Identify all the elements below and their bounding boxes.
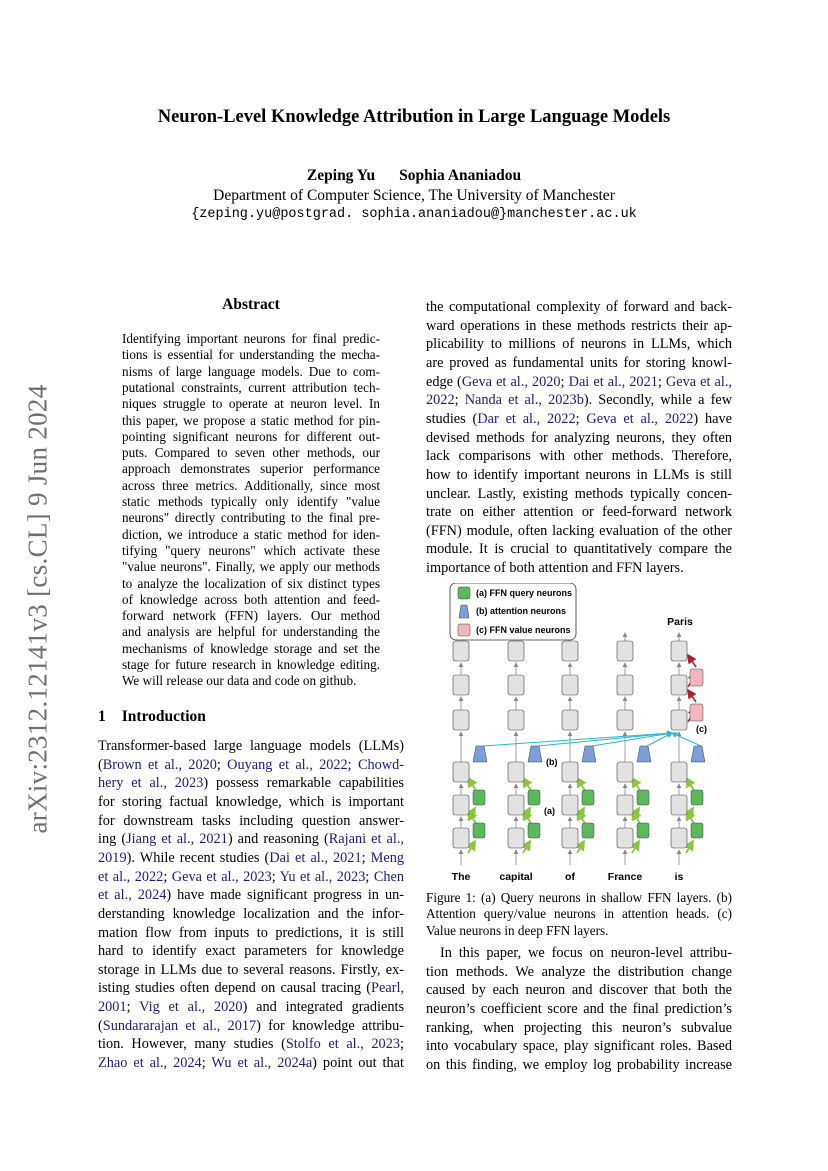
hidden-state-box [453,710,469,730]
text-line [426,963,732,982]
text-span: hard to identify exact parameters for knowledge [98,943,404,960]
text-line [426,391,732,410]
text-span: ( [98,756,103,773]
abstract-line: pointing significant neurons for different out- [122,428,380,444]
text-span: ; [400,1036,404,1053]
section-title: Introduction [121,708,206,725]
text-span: In this paper, we focus on neuron-level attribu- [440,945,732,961]
hidden-state-box [508,641,524,661]
ffn-query-neuron [637,823,649,838]
hidden-state-box [453,641,469,661]
text-span: ing ( [98,831,127,848]
text-line [98,774,404,793]
caption-line: Value neurons in deep FFN layers. [426,922,609,938]
text-line [440,944,732,963]
input-token: The [451,871,471,883]
abstract-line: to analyze the localization of six distinct types [122,575,380,591]
input-token: capital [499,871,533,883]
figure-1 [426,583,732,888]
text-line [98,812,404,831]
attention-neuron [473,746,487,762]
ffn-query-neuron [528,823,540,838]
hidden-state-box [671,828,687,848]
citation-link[interactable]: Vig et al., 2020 [139,999,243,1016]
text-line [426,559,732,578]
abstract-line: static methods typically only identify "value [122,494,380,509]
text-line [98,905,404,924]
text-line [98,979,404,998]
text-span: derstanding knowledge localization and the infor- [98,905,404,922]
citation-link[interactable]: Pearl, [371,980,404,997]
citation-link[interactable]: et al., 2024 [98,887,167,904]
text-line [426,447,732,466]
hidden-state-box [671,762,687,782]
text-span: are proved as fundamental units for storing knowl- [426,354,732,371]
hidden-state-box [671,641,687,661]
text-span: ). While recent studies ( [126,849,270,866]
author-name: Sophia Ananiadou [399,167,522,184]
text-span: how to identify important neurons in LLMs is still [426,466,732,483]
text-line [426,485,732,504]
abstract-line: approach demonstrates superior performance [122,461,380,477]
hidden-state-box [562,795,578,815]
text-span: unclear. Lastly, existing methods typically concen- [426,485,732,502]
abstract-line: stage for future research in knowledge editing. [122,657,380,672]
text-span: module. It is crucial to quantitatively compare the [426,541,732,558]
text-span: the computational complexity of forward and back- [426,299,732,315]
text-span: on this finding, we employ log probability increase [426,1056,732,1073]
abstract-line: niques struggle to operate at neuron level. In [122,396,380,412]
legend-label: (b) attention neurons [476,606,566,616]
text-span: ; [365,868,374,885]
hidden-state-box [617,795,633,815]
text-span: ; [126,999,140,1016]
text-span: mation flow from inputs to predictions, it is still [98,924,404,941]
text-span: ) have made significant progress in un- [166,887,405,904]
hidden-state-box [453,795,469,815]
text-line [426,429,732,448]
text-span: tion. However, many studies ( [98,1036,286,1053]
input-token: France [607,871,643,883]
text-span: ; [361,849,371,866]
attention-neuron [528,746,542,762]
text-line [98,961,404,980]
text-span: studies ( [426,410,478,427]
text-span: plicability to millions of neurons in LLMs, which [426,336,732,353]
text-line [426,1000,732,1019]
text-span: ; [347,756,358,773]
text-span: ; [560,373,569,390]
citation-link[interactable]: et al., 2022 [98,868,164,885]
ffn-query-neuron [637,790,649,805]
ffn-query-neuron [582,823,594,838]
text-line [98,868,404,887]
text-line [426,1037,732,1056]
text-line [426,354,732,373]
text-line [426,373,732,392]
figure-1-diagram [426,583,732,883]
author-email: {zeping.yu@postgrad. sophia.ananiadou@}manchester.ac.uk [191,207,637,222]
text-span: ; [216,756,228,773]
output-token: Paris [667,616,693,628]
input-token: of [565,871,575,883]
hidden-state-box [617,828,633,848]
text-span: for downstream tasks including question answer- [98,812,404,829]
citation-link[interactable]: 2001 [98,999,127,1016]
hidden-state-box [562,828,578,848]
text-span: (FFN) module, often lacking evaluation of the other [426,522,732,539]
hidden-state-box [508,675,524,695]
abstract-line: forward network (FFN) layers. Our method [122,608,380,624]
text-span: devised methods for analyzing neurons, they often [426,429,732,446]
citation-link[interactable]: Yu et al., 2023 [279,868,366,885]
legend-label: (a) FFN query neurons [476,588,573,598]
citation-link[interactable]: Nanda et al., 2023b [464,392,584,409]
hidden-state-box [671,675,687,695]
text-span: edge ( [426,373,462,390]
citation-link[interactable]: Dai et al., 2021 [568,373,658,390]
text-line [98,830,404,849]
abstract-line: across three metrics. Additionally, since most [122,477,380,493]
text-line [98,886,404,905]
ffn-value-neuron [690,669,703,686]
hidden-state-box [508,762,524,782]
text-line [426,410,732,429]
ffn-query-neuron [473,823,485,838]
text-span: Transformer-based large language models (LLMs) [98,738,404,754]
text-line [426,317,732,336]
text-line [426,298,732,317]
text-span: ; [575,410,587,427]
abstract-line: We will release our data and code on github. [122,673,357,689]
abstract-line: this paper, we propose a static method for pin- [122,412,380,428]
citation-link[interactable]: Geva et al., 2022 [586,410,694,427]
text-line [98,793,404,812]
text-span: ; [201,1055,212,1072]
text-span: isting studies often depend on causal tracing ( [98,980,372,997]
text-span: neuron’s coefficient score and the final prediction’s [426,1000,732,1017]
arxiv-identifier [18,374,58,844]
text-line [426,503,732,522]
text-span: lack comparisons with other methods. Therefore, [426,448,732,465]
text-span: ( [98,1017,103,1034]
citation-link[interactable]: hery et al., 2023 [98,775,204,792]
attention-neuron [691,746,705,762]
section-number: 1 [98,708,106,725]
text-span: ; [271,868,280,885]
attention-flow-line [483,733,672,746]
ffn-query-neuron [691,790,703,805]
attention-flow-line [672,733,701,746]
text-span: ) and integrated gradients [242,999,405,1016]
citation-link[interactable]: Dai et al., 2021 [269,849,362,866]
legend-swatch-pink [458,624,470,636]
figure-legend [450,583,576,640]
hidden-state-box [453,675,469,695]
abstract-line: tifying "query neurons" which activate these [122,542,380,558]
text-line [426,1019,732,1038]
text-span: ) for knowledge attribu- [256,1017,404,1034]
text-span: importance of both attention and FFN layers. [426,560,684,577]
abstract-line: diction, we introduce a static method for iden- [122,526,380,542]
citation-link[interactable]: Geva et al., 2020 [461,373,561,390]
ffn-value-neuron [690,704,703,721]
citation-link[interactable]: Chowd- [357,756,405,773]
abstract-line: of knowledge across both attention and feed- [122,591,380,607]
text-line [98,998,404,1017]
text-line [98,756,404,775]
citation-link[interactable]: Dar et al., 2022 [477,410,576,427]
hidden-state-box [508,795,524,815]
hidden-state-box [671,710,687,730]
citation-link[interactable]: 2022 [426,392,455,409]
citation-link[interactable]: Sundararajan et al., 2017 [102,1017,257,1034]
label-b: (b) [546,757,558,767]
section-heading-introduction [98,708,206,726]
citation-link[interactable]: 2019 [98,849,127,866]
hidden-state-box [617,675,633,695]
text-line [426,1056,732,1075]
citation-link[interactable]: Geva et al., 2023 [171,868,272,885]
text-span: caused by each neuron and discover that both the [426,982,732,999]
citation-link[interactable]: Jiang et al., 2021 [126,831,228,848]
abstract-line: neurons" directly contributing to the final pre- [122,510,380,526]
hidden-state-box [562,675,578,695]
abstract-line: mechanisms of knowledge storage and set the [122,640,380,656]
hidden-state-box [562,762,578,782]
caption-line: Figure 1: (a) Query neurons in shallow FFN layers. (b) [426,890,732,905]
text-line [98,1054,404,1073]
hidden-state-box [453,762,469,782]
hidden-state-box [508,710,524,730]
ffn-query-neuron [582,790,594,805]
attention-neuron [637,746,651,762]
text-span: ; [454,392,465,409]
hidden-state-box [617,710,633,730]
citation-link[interactable]: Wu et al., 2024a [211,1055,313,1072]
legend-swatch-blue [459,605,469,618]
text-line [98,737,404,756]
author-list [80,167,748,185]
hidden-state-box [453,828,469,848]
abstract-heading: Abstract [222,296,280,313]
hidden-state-box [671,795,687,815]
input-token: is [674,871,684,883]
abstract-line: and analysis are helpful for understanding the [122,624,380,640]
abstract-line: nisms of large language models. Due to com- [122,363,380,379]
ffn-query-neuron [473,790,485,805]
value-arrow [688,655,696,667]
attention-neuron [582,746,596,762]
citation-link[interactable]: Meng [370,849,405,866]
citation-link[interactable]: Geva et al., [665,373,733,390]
legend-swatch-green [458,587,470,599]
text-span: ). Secondly, while a few [583,392,733,409]
affiliation: Department of Computer Science, The University of Manchester [213,187,615,204]
text-line [98,1017,404,1036]
citation-link[interactable]: Zhao et al., 2024 [98,1055,202,1072]
value-arrow [688,690,696,702]
text-line [426,466,732,485]
hidden-state-box [617,762,633,782]
author-name: Zeping Yu [306,167,376,184]
text-line [98,849,404,868]
text-span: ; [163,868,172,885]
text-span: into vocabulary space, play significant roles. Based [426,1038,732,1055]
text-line [426,540,732,559]
text-span: for storing factual knowledge, which is important [98,793,404,810]
text-span: ) and reasoning ( [227,831,329,848]
ffn-query-neuron [691,823,703,838]
citation-link[interactable]: Rajani et al., [328,831,404,848]
text-span: ) point out that [312,1055,404,1072]
hidden-state-box [562,641,578,661]
text-span: ) have [693,410,732,427]
text-span: storage in LLMs due to several reasons. Firstly, ex- [98,961,404,978]
abstract-line: putational constraints, current attribution tech- [122,379,380,395]
text-span: trate on either attention or feed-forward network [426,504,732,521]
figure-caption [426,890,732,939]
hidden-state-box [508,828,524,848]
arxiv-text: arXiv:2312.12141v3 [cs.CL] 9 Jun 2024 [22,384,53,834]
text-span: ward operations in these methods restricts their ap- [426,317,732,334]
label-a: (a) [544,806,555,816]
hidden-state-box [562,710,578,730]
abstract-line: tions is essential for understanding the mecha- [122,347,380,363]
abstract-line: "value neurons". Finally, we apply our methods [122,559,380,575]
citation-link[interactable]: Ouyang et al., 2022 [227,756,348,773]
text-span: ; [657,373,666,390]
text-line [426,522,732,541]
legend-label: (c) FFN value neurons [476,625,571,635]
text-span: ) possess remarkable capabilities [203,775,404,792]
caption-line: Attention query/value neurons in attention heads. (c) [426,906,732,922]
text-span: tion methods. We analyze the distribution change [426,963,732,980]
label-c: (c) [696,724,707,734]
text-span: ranking, when projecting this neuron’s subvalue [426,1019,732,1036]
abstract-line: Identifying important neurons for final predic- [122,331,380,346]
text-line [98,942,404,961]
abstract-line: puts. Compared to seven other methods, our [122,445,380,461]
hidden-state-box [617,641,633,661]
text-line [426,335,732,354]
ffn-query-neuron [528,790,540,805]
text-line [98,924,404,943]
citation-link[interactable]: Chen [373,868,404,885]
citation-link[interactable]: Brown et al., 2020 [102,756,217,773]
text-line [426,981,732,1000]
text-line [98,1035,404,1054]
paper-title: Neuron-Level Knowledge Attribution in Large Language Models [157,107,671,127]
citation-link[interactable]: Stolfo et al., 2023 [285,1036,400,1053]
